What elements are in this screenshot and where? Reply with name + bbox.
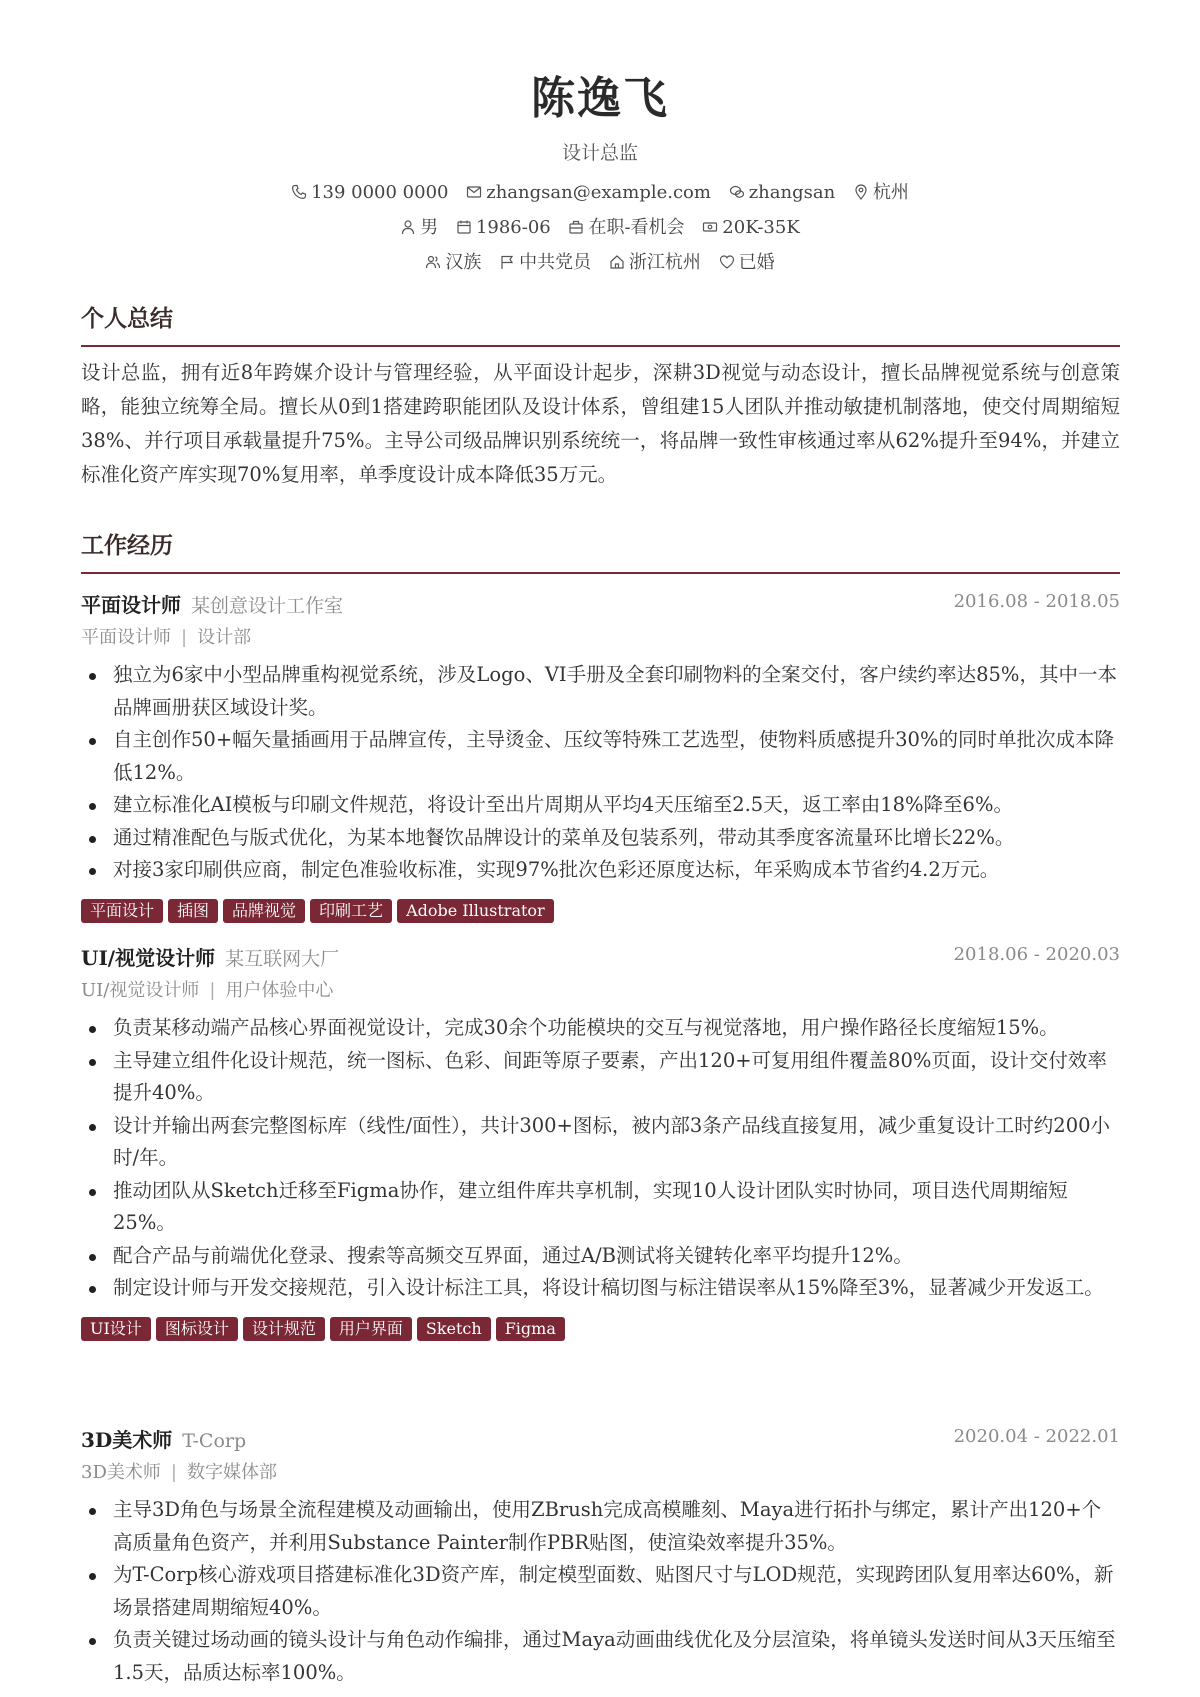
skill-tag: 印刷工艺 <box>310 899 392 923</box>
contact-location <box>853 178 909 204</box>
personal-politics-text: 中共党员 <box>519 252 592 273</box>
summary-section-title: 个人总结 <box>81 305 173 332</box>
job-bullet: 负责关键过场动画的镜头设计与角色动作编排，通过Maya动画曲线优化及分层渲染，将单镜头发送时间从3天压缩至1.5天，品质达标率100%。 <box>81 1624 1120 1689</box>
personal-politics <box>499 248 591 274</box>
summary-text: 设计总监，拥有近8年跨媒介设计与管理经验，从平面设计起步，深耕3D视觉与动态设计，擅长品牌视觉系统与创意策略，能独立统筹全局。擅长从0到1搭建跨职能团队及设计体系，曾组建15人团队并推动敏捷机制落地，使交付周期缩短38%、并行项目承载量提升75%。主导公司级品牌识别系统统一，将品牌一致性审核通过率从62%提升至94%，并建立标准化资产库实现70%复用率，单季度设计成本降低35万元。 <box>81 361 1120 486</box>
heart-icon <box>719 254 735 270</box>
job-entry <box>81 589 1120 925</box>
detail-status-text: 在职-看机会 <box>588 217 685 238</box>
job-bullet: 独立为6家中小型品牌重构视觉系统，涉及Logo、VI手册及全套印刷物料的全案交付，客户续约率达85%，其中一本品牌画册获区域设计奖。 <box>81 659 1120 724</box>
skill-tag: 平面设计 <box>81 899 163 923</box>
job-bullet: 负责某移动端产品核心界面视觉设计，完成30余个功能模块的交互与视觉落地，用户操作路径长度缩短15%。 <box>81 1012 1120 1045</box>
contact-email[interactable] <box>466 182 711 203</box>
phone-icon <box>291 184 307 200</box>
job-bullet: 主导建立组件化设计规范，统一图标、色彩、间距等原子要素，产出120+可复用组件覆盖80%页面，设计交付效率提升40%。 <box>81 1045 1120 1110</box>
job-date: 2018.06 - 2020.03 <box>953 944 1120 965</box>
mail-icon <box>466 184 482 200</box>
contact-row <box>0 178 1200 204</box>
job-date: 2016.08 - 2018.05 <box>953 591 1120 612</box>
job-bullets <box>81 659 1120 887</box>
home-icon <box>609 254 625 270</box>
skill-tag: Sketch <box>417 1317 491 1341</box>
job-department: 数字媒体部 <box>186 1462 277 1483</box>
work-section-header <box>81 527 1120 574</box>
detail-birth <box>456 217 551 238</box>
skill-tags <box>81 1317 1120 1343</box>
details-row <box>0 213 1200 239</box>
calendar-icon <box>456 219 472 235</box>
job-bullet: 建立标准化AI模板与印刷文件规范，将设计至出片周期从平均4天压缩至2.5天，返工率由18%降至6%。 <box>81 789 1120 822</box>
work-section-title: 工作经历 <box>81 532 173 559</box>
job-entry <box>81 1424 1120 1689</box>
job-role: 平面设计师 <box>81 593 181 617</box>
people-icon <box>425 254 441 270</box>
job-position: UI/视觉设计师 <box>81 980 200 1001</box>
job-company: T-Corp <box>182 1430 247 1452</box>
job-bullet: 为T-Corp核心游戏项目搭建标准化3D资产库，制定模型面数、贴图尺寸与LOD规范，实现跨团队复用率达60%，新场景搭建周期缩短40%。 <box>81 1559 1120 1624</box>
job-department: 设计部 <box>197 627 252 648</box>
personal-marital-text: 已婚 <box>738 252 775 273</box>
skill-tag: Figma <box>496 1317 565 1341</box>
job-entry <box>81 942 1120 1343</box>
wechat-icon <box>729 184 745 200</box>
job-subtitle: 3D美术师 | 数字媒体部 <box>81 1462 277 1483</box>
personal-ethnicity-text: 汉族 <box>445 252 482 273</box>
job-bullets <box>81 1012 1120 1305</box>
skill-tag: 插图 <box>168 899 218 923</box>
contact-wechat-text: zhangsan <box>748 182 836 203</box>
job-company: 某创意设计工作室 <box>191 595 344 617</box>
job-title: 设计总监 <box>561 142 638 164</box>
money-icon <box>702 219 718 235</box>
detail-birth-text: 1986-06 <box>475 217 551 238</box>
personal-ethnicity <box>425 248 481 274</box>
briefcase-icon <box>568 219 584 235</box>
summary-section-header <box>81 300 1120 347</box>
skill-tag: Adobe Illustrator <box>397 899 554 923</box>
personal-marital <box>719 248 775 274</box>
job-bullet: 配合产品与前端优化登录、搜索等高频交互界面，通过A/B测试将关键转化率平均提升12%。 <box>81 1240 1120 1273</box>
detail-status <box>568 213 684 239</box>
job-bullet: 通过精准配色与版式优化，为某本地餐饮品牌设计的菜单及包装系列，带动其季度客流量环比增长22%。 <box>81 822 1120 855</box>
job-company: 某互联网大厂 <box>225 948 340 970</box>
contact-phone[interactable] <box>291 182 448 203</box>
skill-tag: 图标设计 <box>156 1317 238 1341</box>
location-icon <box>853 184 869 200</box>
detail-salary-text: 20K-35K <box>722 217 800 238</box>
job-subtitle: UI/视觉设计师 | 用户体验中心 <box>81 980 334 1001</box>
job-date: 2020.04 - 2022.01 <box>953 1426 1120 1447</box>
job-bullet: 推动团队从Sketch迁移至Figma协作，建立组件库共享机制，实现10人设计团队实时协同，项目迭代周期缩短25%。 <box>81 1175 1120 1240</box>
personal-hometown-text: 浙江杭州 <box>628 252 701 273</box>
candidate-name: 陈逸飞 <box>531 73 669 124</box>
job-bullet: 设计并输出两套完整图标库（线性/面性），共计300+图标，被内部3条产品线直接复用，减少重复设计工时约200小时/年。 <box>81 1110 1120 1175</box>
skill-tags <box>81 899 1120 925</box>
contact-phone-text: 139 0000 0000 <box>311 182 449 203</box>
skill-tag: 品牌视觉 <box>223 899 305 923</box>
detail-salary <box>702 217 799 238</box>
job-bullet: 对接3家印刷供应商，制定色准验收标准，实现97%批次色彩还原度达标，年采购成本节省约4.2万元。 <box>81 854 1120 887</box>
job-department: 用户体验中心 <box>225 980 334 1001</box>
detail-gender-text: 男 <box>420 217 439 238</box>
skill-tag: 设计规范 <box>243 1317 325 1341</box>
job-bullet: 主导3D角色与场景全流程建模及动画输出，使用ZBrush完成高模雕刻、Maya进行拓扑与绑定，累计产出120+个高质量角色资产，并利用Substance Painter制作PBR贴图，使渲染效率提升35%。 <box>81 1494 1120 1559</box>
contact-location-text: 杭州 <box>872 182 909 203</box>
job-role: 3D美术师 <box>81 1428 173 1452</box>
skill-tag: 用户界面 <box>330 1317 412 1341</box>
job-position: 3D美术师 <box>81 1462 161 1483</box>
job-position: 平面设计师 <box>81 627 171 648</box>
flag-icon <box>499 254 515 270</box>
job-bullet: 制定设计师与开发交接规范，引入设计标注工具，将设计稿切图与标注错误率从15%降至3%，显著减少开发返工。 <box>81 1272 1120 1305</box>
job-role: UI/视觉设计师 <box>81 946 216 970</box>
personal-row <box>0 248 1200 274</box>
personal-hometown <box>609 248 701 274</box>
user-icon <box>400 219 416 235</box>
job-subtitle: 平面设计师 | 设计部 <box>81 627 252 648</box>
detail-gender <box>400 213 438 239</box>
job-bullets <box>81 1494 1120 1689</box>
contact-wechat[interactable] <box>729 182 835 203</box>
job-bullet: 自主创作50+幅矢量插画用于品牌宣传，主导烫金、压纹等特殊工艺选型，使物料质感提升30%的同时单批次成本降低12%。 <box>81 724 1120 789</box>
contact-email-text: zhangsan@example.com <box>486 182 711 203</box>
skill-tag: UI设计 <box>81 1317 151 1341</box>
